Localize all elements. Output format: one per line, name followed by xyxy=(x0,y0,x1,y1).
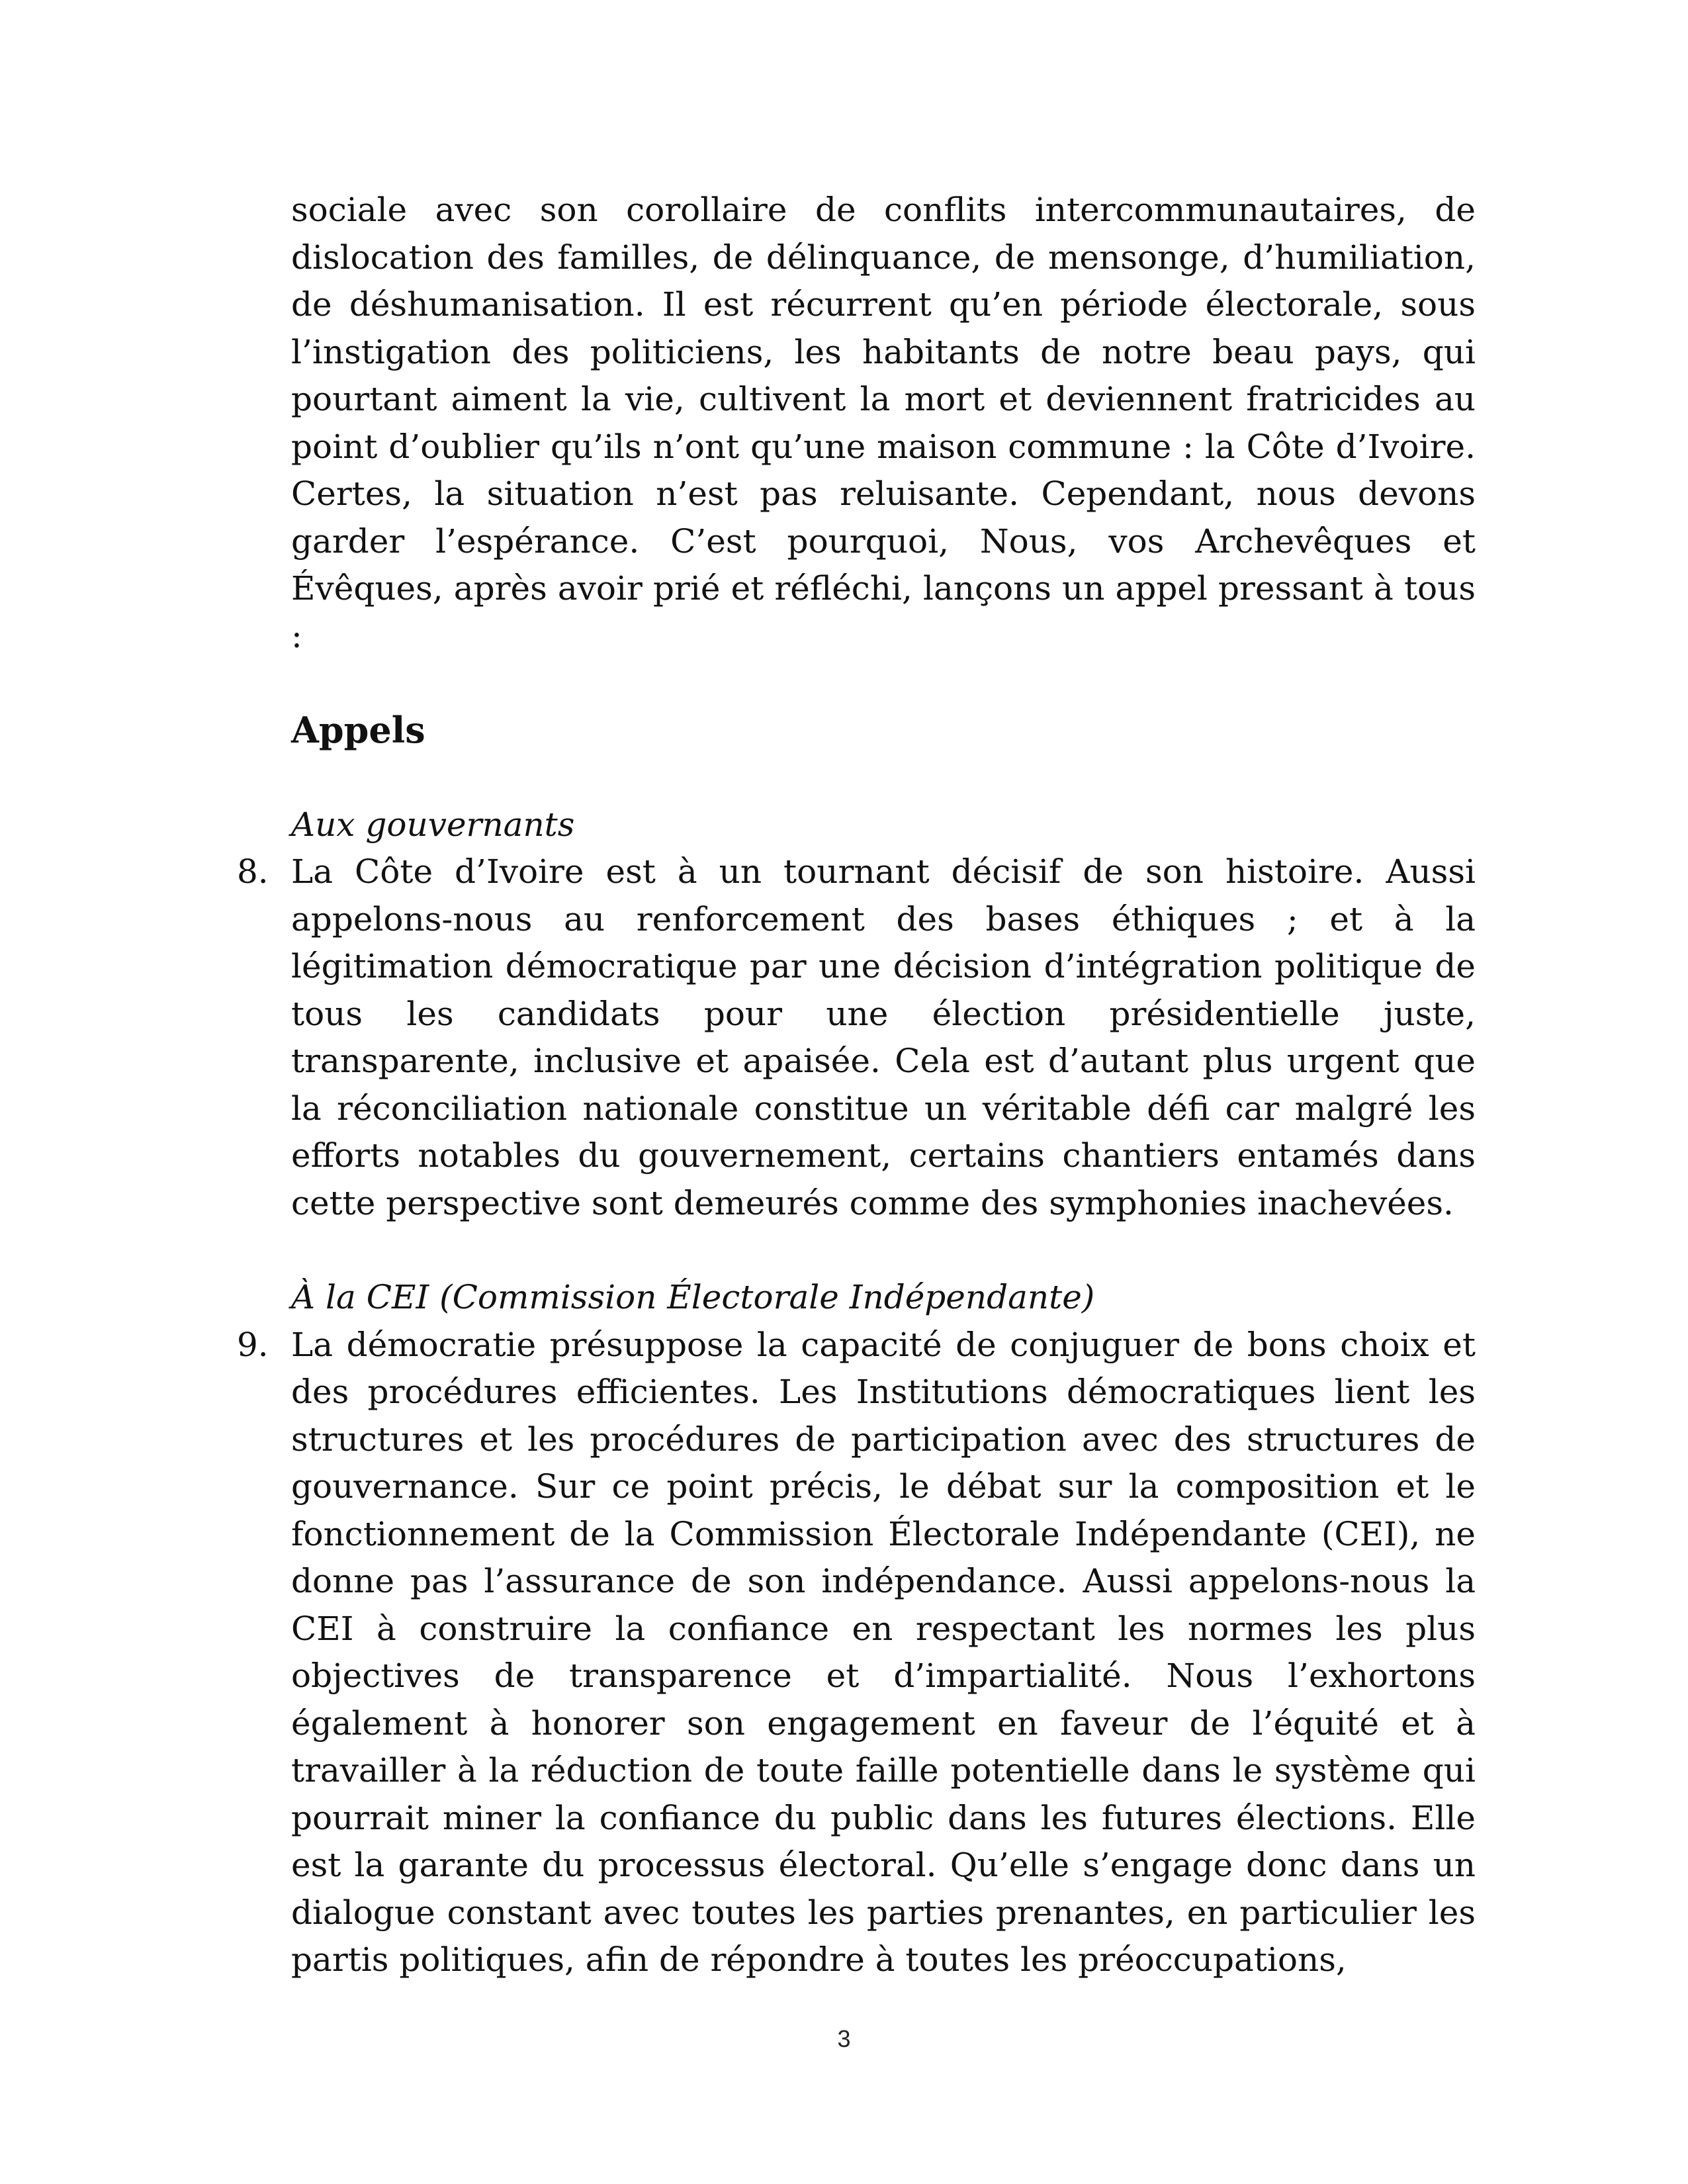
page-content xyxy=(237,187,1476,1984)
paragraph-number-8: 8. xyxy=(237,852,269,891)
paragraph-text-9: La démocratie présuppose la capacité de conjuguer de bons choix et des procédures efficientes. Les Institutions démocratiques lient les structures et les procédures de participation avec des structures de gouvernance. Sur ce point précis, le débat sur la composition et le fonctionnement de la Commission Électorale Indépendante (CEI), ne donne pas l’assurance de son indépendance. Aussi appelons-nous la CEI à construire la confiance en respectant les normes les plus objectives de transparence et d’impartialité. Nous l’exhortons également à honorer son engagement en faveur de l’équité et à travailler à la réduction de toute faille potentielle dans le système qui pourrait miner la confiance du public dans les futures élections. Elle est la garante du processus électoral. Qu’elle s’engage donc dans un dialogue constant avec toutes les parties prenantes, en particulier les partis politiques, afin de répondre à toutes les préoccupations, xyxy=(291,1325,1476,1979)
numbered-paragraph-8 xyxy=(237,848,1476,1227)
section-heading-appels: Appels xyxy=(291,709,425,751)
subheading-a-la-cei: À la CEI (Commission Électorale Indépendante) xyxy=(291,1278,1095,1316)
paragraph-number-9: 9. xyxy=(237,1325,269,1364)
intro-paragraph: sociale avec son corollaire de conflits intercommunautaires, de dislocation des familles, de délinquance, de mensonge, d’humiliation, de déshumanisation. Il est récurrent qu’en période électorale, sous l’instigation des politiciens, les habitants de notre beau pays, qui pourtant aiment la vie, cultivent la mort et deviennent fratricides au point d’oublier qu’ils n’ont qu’une maison commune : la Côte d’Ivoire. Certes, la situation n’est pas reluisante. Cependant, nous devons garder l’espérance. C’est pourquoi, Nous, vos Archevêques et Évêques, après avoir prié et réfléchi, lançons un appel pressant à tous : xyxy=(291,191,1476,655)
numbered-paragraph-9 xyxy=(237,1322,1476,1984)
page-number: 3 xyxy=(837,2025,851,2052)
subheading-aux-gouvernants: Aux gouvernants xyxy=(291,805,575,844)
paragraph-text-8: La Côte d’Ivoire est à un tournant décisif de son histoire. Aussi appelons-nous au renforcement des bases éthiques ; et à la légitimation démocratique par une décision d’intégration politique de tous les candidats pour une élection présidentielle juste, transparente, inclusive et apaisée. Cela est d’autant plus urgent que la réconciliation nationale constitue un véritable défi car malgré les efforts notables du gouvernement, certains chantiers entamés dans cette perspective sont demeurés comme des symphonies inachevées. xyxy=(291,852,1476,1222)
